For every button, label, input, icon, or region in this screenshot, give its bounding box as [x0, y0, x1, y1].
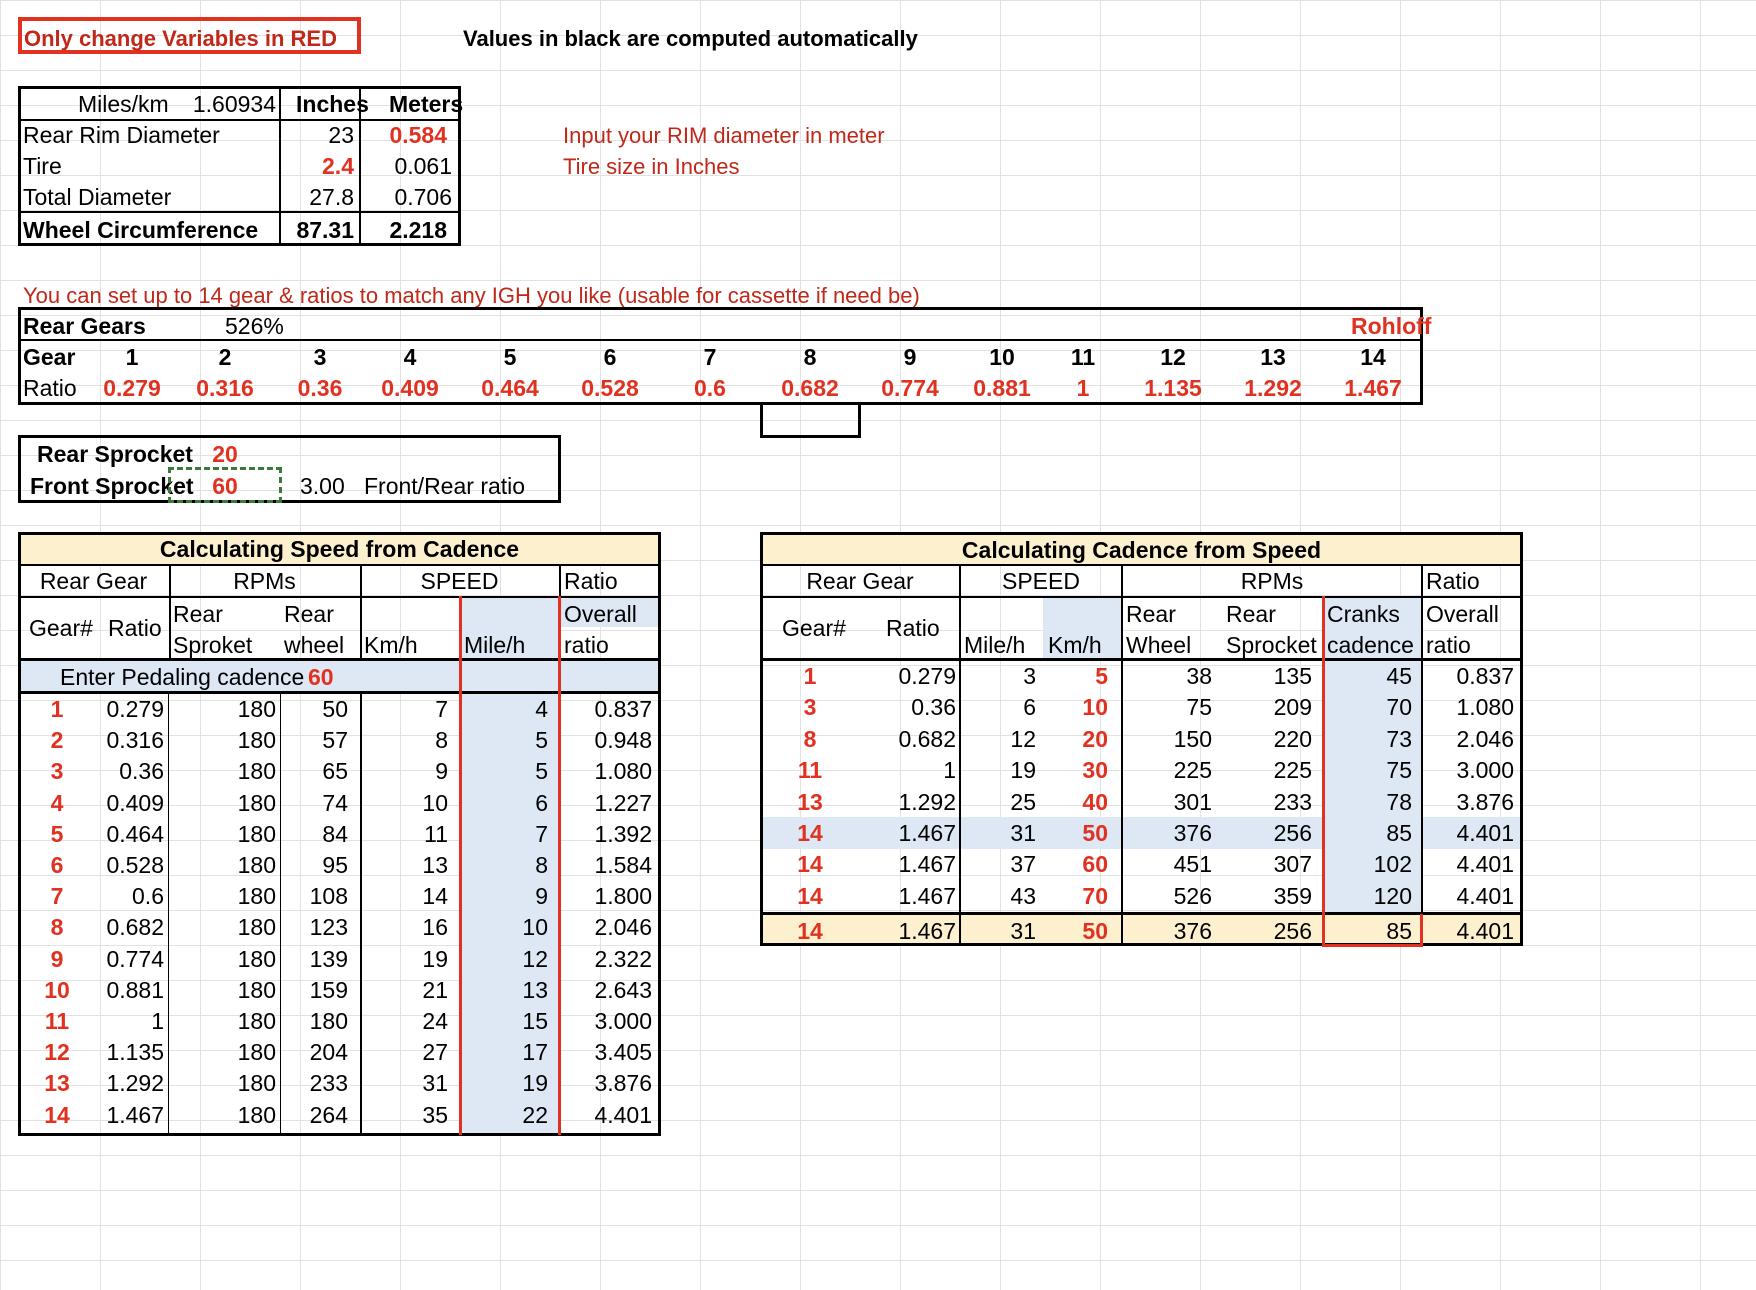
speed-row-sprocket-rpm: 180: [237, 820, 276, 847]
cadence-row-sprocket-rpm: 359: [1273, 882, 1312, 909]
cadence-row-sprocket-rpm: 135: [1273, 663, 1312, 689]
speed-row-ratio: 0.774: [106, 945, 164, 972]
speed-row-gear: 10: [44, 976, 70, 1003]
cadence-row-wheel-rpm: 150: [1173, 725, 1212, 752]
cadence-h-ratio: Ratio: [1426, 568, 1480, 594]
speed-row-sprocket-rpm: 180: [237, 1039, 276, 1066]
cadence-row-wheel-rpm: 225: [1173, 757, 1212, 784]
cadence-row-mph: 31: [1010, 820, 1036, 846]
total-diameter-inches: 27.8: [309, 184, 354, 210]
speed-h-rear-sprocket-1: Rear: [173, 601, 223, 627]
speed-row-overall: 2.322: [594, 945, 652, 972]
cadence-row-ratio: 0.682: [898, 725, 956, 752]
speed-h-rear-wheel-2: wheel: [284, 632, 345, 658]
tire-meters: 0.061: [394, 153, 452, 179]
gear-number: 3: [313, 344, 327, 370]
cadence-row-overall: 0.837: [1456, 663, 1514, 689]
speed-row-kmh: 14: [422, 883, 448, 910]
cadence-row-crank-cadence: 70: [1386, 694, 1412, 721]
cadence-row-crank-cadence: 102: [1373, 851, 1412, 878]
miles-km-label: Miles/km: [78, 91, 169, 117]
cadence-row-overall: 1.080: [1456, 694, 1514, 721]
speed-h-overall-1: Overall: [564, 601, 637, 627]
cadence-row-crank-cadence: 85: [1386, 918, 1412, 944]
cadence-row-wheel-rpm: 451: [1173, 851, 1212, 878]
cadence-row-sprocket-rpm: 233: [1273, 788, 1312, 815]
speed-row-gear: 3: [50, 758, 64, 785]
gear-ratio-input[interactable]: 0.36: [297, 375, 343, 401]
cadence-row-sprocket-rpm: 225: [1273, 757, 1312, 784]
cadence-row-kmh-input[interactable]: 20: [1082, 725, 1108, 752]
cadence-table-divider: [959, 565, 961, 945]
gear-ratio-input[interactable]: 0.881: [973, 375, 1031, 401]
gear-ratio-input[interactable]: 0.528: [581, 375, 639, 401]
speed-row-gear: 6: [50, 852, 64, 878]
cadence-h-speed: SPEED: [1002, 568, 1080, 594]
cadence-row-mph: 12: [1010, 725, 1036, 752]
meters-header: Meters: [389, 91, 464, 117]
gear-number: 6: [603, 344, 617, 370]
speed-row-mph: 10: [522, 914, 548, 941]
speed-row-gear: 11: [44, 1008, 70, 1034]
cadence-row-gear: 14: [797, 882, 823, 909]
speed-row-overall: 3.405: [594, 1039, 652, 1066]
cadence-h-rear-wheel-2: Wheel: [1126, 632, 1192, 658]
speed-row-wheel-rpm: 180: [309, 1008, 348, 1034]
speed-row-kmh: 21: [422, 976, 448, 1003]
speed-row-ratio: 1.292: [106, 1070, 164, 1097]
speed-row-kmh: 31: [422, 1070, 448, 1097]
speed-row-wheel-rpm: 233: [309, 1070, 348, 1097]
cadence-row-mph: 6: [1023, 694, 1036, 721]
speed-row-mph: 8: [535, 852, 548, 878]
speed-row-sprocket-rpm: 180: [237, 945, 276, 972]
cadence-row-overall: 2.046: [1456, 725, 1514, 752]
cadence-row-gear: 1: [803, 663, 817, 689]
gear-number: 9: [903, 344, 917, 370]
cranks-red-marker: [1322, 596, 1325, 946]
gear-number: 10: [989, 344, 1015, 370]
cadence-h-overall-1: Overall: [1426, 601, 1499, 627]
gear-number: 5: [503, 344, 517, 370]
cadence-row-ratio: 1.292: [898, 788, 956, 815]
speed-row-mph: 13: [522, 976, 548, 1003]
tire-inches-input[interactable]: 2.4: [322, 153, 354, 179]
cadence-row-overall: 3.000: [1456, 757, 1514, 784]
cadence-h-cranks-2: cadence: [1327, 632, 1414, 658]
wheel-table-divider: [279, 88, 281, 244]
cadence-row-wheel-rpm: 376: [1173, 820, 1212, 846]
speed-row-wheel-rpm: 57: [322, 727, 348, 754]
speed-row-kmh: 24: [422, 1008, 448, 1034]
speed-row-wheel-rpm: 50: [322, 696, 348, 722]
gear-ratio-input[interactable]: 0.464: [481, 375, 539, 401]
speed-row-gear: 14: [44, 1101, 70, 1128]
cadence-h-rear-wheel-1: Rear: [1126, 601, 1176, 627]
speed-row-mph: 22: [522, 1101, 548, 1128]
rear-sprocket-input[interactable]: 20: [212, 441, 238, 467]
speed-row-sprocket-rpm: 180: [237, 1101, 276, 1128]
speed-row-mph: 5: [535, 758, 548, 785]
speed-row-gear: 9: [50, 945, 64, 972]
speed-row-wheel-rpm: 84: [322, 820, 348, 847]
speed-row-kmh: 16: [422, 914, 448, 941]
speed-row-sprocket-rpm: 180: [237, 1008, 276, 1034]
cadence-row-mph: 43: [1010, 882, 1036, 909]
red-note-text: Only change Variables in RED: [24, 26, 337, 51]
gear-ratio-input[interactable]: 0.682: [781, 375, 839, 401]
cadence-row-gear: 3: [803, 694, 817, 721]
speed-h-ratio2: Ratio: [108, 615, 162, 641]
speed-h-kmh: Km/h: [364, 632, 418, 658]
front-sprocket-label: Front Sprocket: [30, 473, 194, 499]
gear-ratio-input[interactable]: 0.774: [881, 375, 939, 401]
speed-row-mph: 9: [535, 883, 548, 910]
speed-row-wheel-rpm: 159: [309, 976, 348, 1003]
speed-row-gear: 13: [44, 1070, 70, 1097]
speed-row-overall: 1.227: [594, 789, 652, 816]
speed-h-ratio: Ratio: [564, 568, 618, 594]
speed-row-mph: 5: [535, 727, 548, 754]
cadence-row-sprocket-rpm: 256: [1273, 918, 1312, 944]
cadence-row-ratio: 1.467: [898, 918, 956, 944]
cadence-row-kmh-input[interactable]: 50: [1082, 820, 1108, 846]
speed-row-ratio: 0.881: [106, 976, 164, 1003]
speed-row-mph: 6: [535, 789, 548, 816]
speed-row-gear: 5: [50, 820, 64, 847]
speed-row-sprocket-rpm: 180: [237, 789, 276, 816]
speed-table-divider: [559, 565, 561, 596]
speed-row-wheel-rpm: 123: [309, 914, 348, 941]
speed-row-ratio: 0.409: [106, 789, 164, 816]
speed-row-kmh: 8: [435, 727, 448, 754]
sprocket-ratio-label: Front/Rear ratio: [364, 473, 526, 499]
cadence-row-crank-cadence: 78: [1386, 788, 1412, 815]
cadence-row-ratio: 0.36: [911, 694, 956, 721]
gear-number: 7: [703, 344, 717, 370]
gear-ratio-input[interactable]: 1.467: [1344, 375, 1402, 401]
rear-sprocket-label: Rear Sprocket: [37, 441, 193, 467]
cadence-row-gear: 11: [797, 757, 823, 784]
speed-row-gear: 7: [50, 883, 64, 910]
speed-row-overall: 1.584: [594, 852, 652, 878]
cadence-table-divider: [1121, 565, 1123, 945]
wheel-circumference-meters: 2.218: [389, 217, 447, 243]
cadence-row-sprocket-rpm: 307: [1273, 851, 1312, 878]
speed-row-sprocket-rpm: 180: [237, 1070, 276, 1097]
speed-row-ratio: 0.36: [119, 758, 164, 785]
cadence-row-mph: 31: [1010, 918, 1036, 944]
rear-gears-title: Rear Gears: [23, 313, 146, 339]
speed-row-mph: 19: [522, 1070, 548, 1097]
cadence-row-mph: 3: [1023, 663, 1036, 689]
total-diameter-meters: 0.706: [394, 184, 452, 210]
speed-table-divider: [280, 692, 281, 1135]
speed-row-wheel-rpm: 65: [322, 758, 348, 785]
cadence-row-crank-cadence: 85: [1386, 820, 1412, 846]
speed-row-ratio: 0.464: [106, 820, 164, 847]
inches-header: Inches: [296, 91, 369, 117]
cadence-row-wheel-rpm: 75: [1186, 694, 1212, 721]
cadence-row-gear: 8: [803, 725, 817, 752]
speed-red-marker: [558, 596, 561, 1135]
tire-hint: Tire size in Inches: [563, 154, 740, 179]
speed-table-title: Calculating Speed from Cadence: [159, 536, 520, 562]
wheel-circumference-label: Wheel Circumference: [23, 217, 259, 243]
gear-ratio-input[interactable]: 0.6: [694, 375, 726, 401]
wheel-circumference-inches: 87.31: [296, 217, 354, 243]
speed-row-sprocket-rpm: 180: [237, 852, 276, 878]
speed-row-kmh: 11: [424, 820, 448, 847]
speed-row-ratio: 1: [151, 1008, 164, 1034]
cadence-row-kmh-input[interactable]: 10: [1082, 694, 1108, 721]
cadence-h-rear-gear: Rear Gear: [806, 568, 914, 594]
cadence-row-ratio: 1.467: [898, 851, 956, 878]
rim-diameter-inches: 23: [328, 122, 354, 148]
speed-row-sprocket-rpm: 180: [237, 727, 276, 754]
cadence-row-ratio: 1.467: [898, 820, 956, 846]
total-diameter-label: Total Diameter: [23, 184, 172, 210]
speed-row-kmh: 35: [422, 1101, 448, 1128]
cadence-row-gear: 14: [797, 851, 823, 878]
gear-number: 13: [1260, 344, 1286, 370]
rim-hint: Input your RIM diameter in meter: [563, 123, 885, 148]
sprocket-ratio-value: 3.00: [300, 473, 345, 499]
cadence-row-kmh-input[interactable]: 30: [1082, 757, 1108, 784]
speed-h-rpms: RPMs: [233, 568, 296, 594]
speed-row-overall: 1.392: [594, 820, 652, 847]
cadence-row-overall: 4.401: [1456, 820, 1514, 846]
speed-row-kmh: 9: [435, 758, 448, 785]
cadence-row-crank-cadence: 120: [1373, 882, 1412, 909]
speed-row-overall: 3.876: [594, 1070, 652, 1097]
cadence-row-wheel-rpm: 376: [1173, 918, 1212, 944]
cadence-row-kmh-input[interactable]: 60: [1082, 851, 1108, 878]
cadence-h-rear-sprocket-2: Sprocket: [1226, 632, 1317, 658]
cadence-row-mph: 37: [1010, 851, 1036, 878]
gear-number: 14: [1360, 344, 1386, 370]
speed-row-ratio: 0.682: [106, 914, 164, 941]
cadence-row-ratio: 1: [943, 757, 956, 784]
cadence-row-ratio: 1.467: [898, 882, 956, 909]
speed-row-sprocket-rpm: 180: [237, 883, 276, 910]
speed-row-mph: 12: [522, 945, 548, 972]
speed-row-kmh: 7: [435, 696, 448, 722]
speed-row-overall: 0.837: [594, 696, 652, 722]
speed-h-speed: SPEED: [420, 568, 499, 594]
gear-range-percent: 526%: [225, 313, 284, 339]
speed-row-overall: 0.948: [594, 727, 652, 754]
cranks-red-marker: [1420, 914, 1423, 946]
front-sprocket-input[interactable]: 60: [212, 473, 238, 499]
cadence-h-gear-num: Gear#: [782, 615, 846, 641]
cadence-row-crank-cadence: 73: [1386, 725, 1412, 752]
speed-row-kmh: 10: [422, 789, 448, 816]
cadence-h-rpms: RPMs: [1240, 568, 1304, 594]
speed-row-gear: 4: [50, 789, 64, 816]
gear-number: 4: [403, 344, 417, 370]
cadence-row-wheel-rpm: 38: [1186, 663, 1212, 689]
gear-ratio-input[interactable]: 0.279: [103, 375, 161, 401]
speed-row-ratio: 0.6: [132, 883, 164, 910]
speed-row-mph: 17: [522, 1039, 548, 1066]
speed-h-rear-sprocket-2: Sproket: [173, 632, 253, 658]
cadence-row-sprocket-rpm: 209: [1273, 694, 1312, 721]
speed-row-overall: 1.800: [594, 883, 652, 910]
cadence-row-overall: 3.876: [1456, 788, 1514, 815]
cadence-h-kmh: Km/h: [1048, 632, 1102, 658]
cadence-h-rear-sprocket-1: Rear: [1226, 601, 1276, 627]
cadence-h-ratio2: Ratio: [886, 615, 940, 641]
speed-row-gear: 12: [44, 1039, 70, 1066]
cadence-h-mileh: Mile/h: [964, 632, 1026, 658]
cadence-row-gear: 14: [797, 820, 823, 846]
speed-row-sprocket-rpm: 180: [237, 976, 276, 1003]
speed-row-overall: 2.643: [594, 976, 652, 1003]
cadence-h-overall-2: ratio: [1426, 632, 1471, 658]
speed-row-sprocket-rpm: 180: [237, 914, 276, 941]
hub-name: Rohloff: [1351, 313, 1432, 339]
speed-row-wheel-rpm: 108: [309, 883, 348, 910]
speed-h-overall-2: ratio: [564, 632, 609, 658]
speed-row-mph: 15: [522, 1008, 548, 1034]
speed-h-mileh: Mile/h: [464, 632, 526, 658]
speed-row-ratio: 0.279: [106, 696, 164, 722]
cadence-row-gear: 14: [797, 918, 823, 944]
gear-number: 2: [218, 344, 232, 370]
gear-ratio-input[interactable]: 0.409: [381, 375, 439, 401]
speed-h-gear-num: Gear#: [29, 615, 93, 641]
speed-row-wheel-rpm: 74: [322, 789, 348, 816]
empty-selected-cell[interactable]: [760, 402, 861, 438]
cadence-row-overall: 4.401: [1456, 851, 1514, 878]
cadence-row-crank-cadence: 75: [1386, 757, 1412, 784]
speed-row-overall: 2.046: [594, 914, 652, 941]
gear-number: 8: [803, 344, 817, 370]
speed-row-kmh: 19: [422, 945, 448, 972]
cadence-input-label: Enter Pedaling cadence: [60, 664, 305, 690]
gear-number: 11: [1070, 344, 1096, 370]
rim-diameter-meters-input[interactable]: 0.584: [389, 122, 447, 148]
cadence-input-value[interactable]: 60: [308, 664, 334, 690]
speed-row-kmh: 13: [422, 852, 448, 878]
rim-diameter-label: Rear Rim Diameter: [23, 122, 220, 148]
cadence-row-wheel-rpm: 301: [1173, 788, 1212, 815]
speed-row-wheel-rpm: 204: [309, 1039, 348, 1066]
gear-ratio-input[interactable]: 1.135: [1144, 375, 1202, 401]
speed-row-sprocket-rpm: 180: [237, 758, 276, 785]
cadence-row-overall: 4.401: [1456, 918, 1514, 944]
speed-row-wheel-rpm: 95: [322, 852, 348, 878]
cadence-row-ratio: 0.279: [898, 663, 956, 689]
cadence-row-kmh-input[interactable]: 50: [1082, 918, 1108, 944]
miles-km-value: 1.60934: [192, 91, 276, 117]
speed-row-kmh: 27: [422, 1039, 448, 1066]
speed-row-ratio: 0.528: [106, 852, 164, 878]
gear-row-label: Gear: [23, 344, 76, 370]
cadence-row-wheel-rpm: 526: [1173, 882, 1212, 909]
speed-row-ratio: 1.135: [106, 1039, 164, 1066]
speed-row-ratio: 1.467: [106, 1101, 164, 1128]
speed-row-wheel-rpm: 139: [309, 945, 348, 972]
cadence-row-kmh-input[interactable]: 70: [1082, 882, 1108, 909]
gear-ratio-input[interactable]: 1.292: [1244, 375, 1302, 401]
cadence-row-kmh-input[interactable]: 5: [1095, 663, 1108, 689]
speed-row-gear: 1: [50, 696, 64, 722]
speed-row-mph: 4: [535, 696, 548, 722]
speed-table-divider: [168, 692, 169, 1135]
speed-row-overall: 1.080: [594, 758, 652, 785]
gears-hint: You can set up to 14 gear & ratios to match any IGH you like (usable for cassette if need be): [23, 283, 920, 308]
tire-label: Tire: [23, 153, 62, 179]
speed-row-mph: 7: [535, 820, 548, 847]
cadence-row-kmh-input[interactable]: 40: [1082, 788, 1108, 815]
cadence-row-sprocket-rpm: 256: [1273, 820, 1312, 846]
cadence-h-cranks-1: Cranks: [1327, 601, 1400, 627]
cadence-row-mph: 25: [1010, 788, 1036, 815]
cadence-table-divider: [1421, 565, 1423, 945]
cadence-row-sprocket-rpm: 220: [1273, 725, 1312, 752]
speed-row-sprocket-rpm: 180: [237, 696, 276, 722]
cadence-row-crank-cadence: 45: [1386, 663, 1412, 689]
gear-ratio-input[interactable]: 0.316: [196, 375, 254, 401]
gear-ratio-input[interactable]: 1: [1076, 375, 1090, 401]
gear-number: 12: [1160, 344, 1186, 370]
speed-row-overall: 4.401: [594, 1101, 652, 1128]
gear-number: 1: [125, 344, 139, 370]
speed-row-wheel-rpm: 264: [309, 1101, 348, 1128]
speed-row-gear: 2: [50, 727, 64, 754]
cadence-table-title: Calculating Cadence from Speed: [961, 537, 1322, 563]
speed-row-ratio: 0.316: [106, 727, 164, 754]
cadence-row-gear: 13: [797, 788, 823, 815]
black-note-text: Values in black are computed automatically: [463, 26, 918, 51]
cadence-row-overall: 4.401: [1456, 882, 1514, 909]
cadence-row-mph: 19: [1010, 757, 1036, 784]
speed-h-rear-gear: Rear Gear: [39, 568, 148, 594]
speed-row-overall: 3.000: [594, 1008, 652, 1034]
speed-row-gear: 8: [50, 914, 64, 941]
speed-h-rear-wheel-1: Rear: [284, 601, 334, 627]
ratio-row-label: Ratio: [23, 375, 77, 401]
